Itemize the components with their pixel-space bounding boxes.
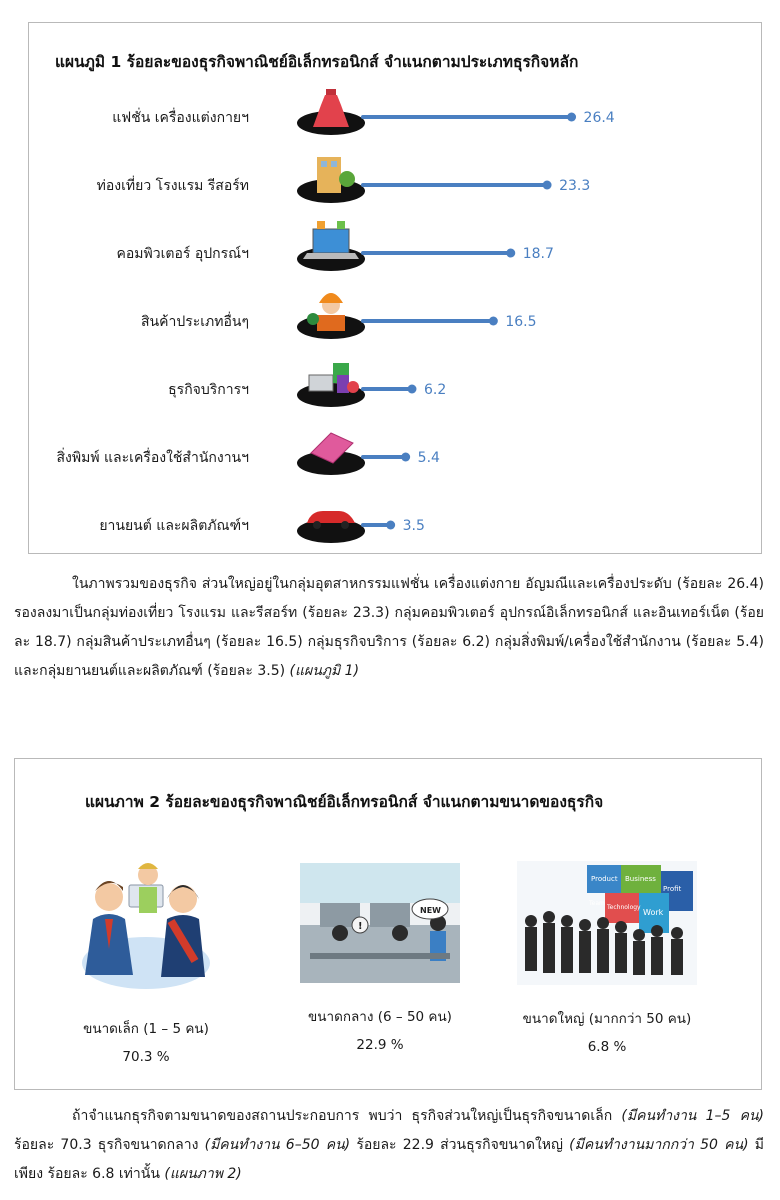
category-label: ยานยนต์ และผลิตภัณฑ์ฯ: [99, 518, 249, 534]
value-label: 23.3: [559, 178, 591, 194]
size-small-label: ขนาดเล็ก (1 – 5 คน): [83, 1021, 209, 1037]
worker-icon: [297, 293, 365, 339]
book-icon: [297, 433, 365, 475]
value-label: 5.4: [417, 450, 440, 466]
paragraph-2-part-1: ถ้าจำแนกธุรกิจตามขนาดของสถานประกอบการ พบว่า ธุรกิจส่วนใหญ่เป็นธุรกิจขนาดเล็ก: [72, 1108, 622, 1124]
paragraph-2-italic-4: (แผนภาพ 2): [164, 1166, 242, 1182]
bar-end-marker: [543, 181, 552, 190]
puzzle-word-team: Team: [589, 900, 605, 907]
bar-end-marker: [401, 453, 410, 462]
paragraph-2-part-3: ร้อยละ 22.9 ส่วนธุรกิจขนาดใหญ่: [350, 1137, 570, 1153]
bar-end-marker: [407, 385, 416, 394]
size-large: [507, 861, 707, 1055]
paragraph-2-italic-3: (มีคนทำงานมากกว่า 50 คน): [569, 1137, 749, 1153]
category-label: ธุรกิจบริการฯ: [168, 382, 249, 398]
office-workers-icon: [300, 863, 460, 983]
new-badge: NEW: [420, 906, 441, 915]
size-small-value: 70.3 %: [122, 1049, 170, 1065]
value-label: 26.4: [583, 110, 615, 126]
car-icon: [297, 511, 365, 543]
size-medium-label: ขนาดกลาง (6 – 50 คน): [308, 1009, 452, 1025]
figure-2-title: แผนภาพ 2 ร้อยละของธุรกิจพาณิชย์อิเล็กทรอนิกส์ จำแนกตามขนาดของธุรกิจ: [85, 793, 604, 811]
category-label: สิ่งพิมพ์ และเครื่องใช้สำนักงานฯ: [56, 450, 249, 466]
category-label: แฟชั่น เครื่องแต่งกายฯ: [112, 110, 249, 126]
small-business-people-icon: [71, 855, 221, 995]
puzzle-word-business: Business: [625, 875, 656, 883]
puzzle-word-work: Work: [643, 908, 664, 917]
puzzle-word-product: Product: [591, 875, 618, 883]
paragraph-2-part-4: มีเพียง ร้อยละ 6.8 เท่านั้น: [14, 1137, 764, 1182]
category-label: คอมพิวเตอร์ อุปกรณ์ฯ: [116, 246, 249, 262]
puzzle-word-profit: Profit: [663, 885, 682, 893]
value-label: 18.7: [522, 246, 554, 262]
category-label: ท่องเที่ยว โรงแรม รีสอร์ท: [96, 178, 249, 194]
figure-1-box: [28, 22, 762, 554]
category-bar-chart: [29, 23, 763, 555]
dress-icon: [297, 89, 365, 135]
laptop-icon: [297, 221, 365, 271]
bar-end-marker: [489, 317, 498, 326]
truck-icon: [297, 363, 365, 407]
bar-end-marker: [386, 521, 395, 530]
summary-paragraph-1: [14, 570, 764, 686]
category-label: สินค้าประเภทอื่นๆ: [140, 314, 249, 330]
figure-1-title: แผนภูมิ 1 ร้อยละของธุรกิจพาณิชย์อิเล็กทรอนิกส์ จำแนกตามประเภทธุรกิจหลัก: [55, 53, 579, 71]
paragraph-2-italic-1: (มีคนทำงาน 1–5 คน): [621, 1108, 764, 1124]
value-label: 3.5: [402, 518, 425, 534]
bar-end-marker: [506, 249, 515, 258]
size-medium-value: 22.9 %: [356, 1037, 404, 1053]
size-small: [51, 855, 241, 1065]
size-large-label: ขนาดใหญ่ (มากกว่า 50 คน): [522, 1011, 692, 1027]
business-team-puzzle-icon: [517, 861, 697, 985]
paragraph-1-ref: (แผนภูมิ 1): [289, 663, 360, 679]
value-label: 16.5: [505, 314, 537, 330]
figure-2-box: [14, 758, 762, 1090]
bar-end-marker: [567, 113, 576, 122]
size-medium: [285, 863, 475, 1053]
value-label: 6.2: [423, 382, 447, 398]
svg-text:!: !: [358, 921, 363, 932]
paragraph-2-part-2: ร้อยละ 70.3 ธุรกิจขนาดกลาง: [14, 1137, 205, 1153]
size-large-value: 6.8 %: [587, 1039, 627, 1055]
hotel-icon: [297, 157, 365, 203]
paragraph-2-italic-2: (มีคนทำงาน 6–50 คน): [204, 1137, 351, 1153]
paragraph-1-text: ในภาพรวมของธุรกิจ ส่วนใหญ่อยู่ในกลุ่มอุตสาหกรรมแฟชั่น เครื่องแต่งกาย อัญมณีและเครื่องประดับ (ร้อยละ 26.4) รองลงมาเป็นกลุ่มท่องเที่ยว โรงแรม และรีสอร์ท (ร้อยละ 23.3) กลุ่มคอมพิวเตอร์ อุปกรณ์อิเล็กทรอนิกส์ และอินเทอร์เน็ต (ร้อยละ 18.7) กลุ่มสินค้าประเภทอื่นๆ (ร้อยละ 16.5) กลุ่มธุรกิจบริการ (ร้อยละ 6.2) กลุ่มสิ่งพิมพ์/เครื่องใช้สำนักงาน (ร้อยละ 5.4) และกลุ่มยานยนต์และผลิตภัณฑ์ (ร้อยละ 3.5): [14, 576, 764, 679]
puzzle-word-technology: Technology: [607, 904, 641, 911]
summary-paragraph-2: [14, 1102, 764, 1189]
